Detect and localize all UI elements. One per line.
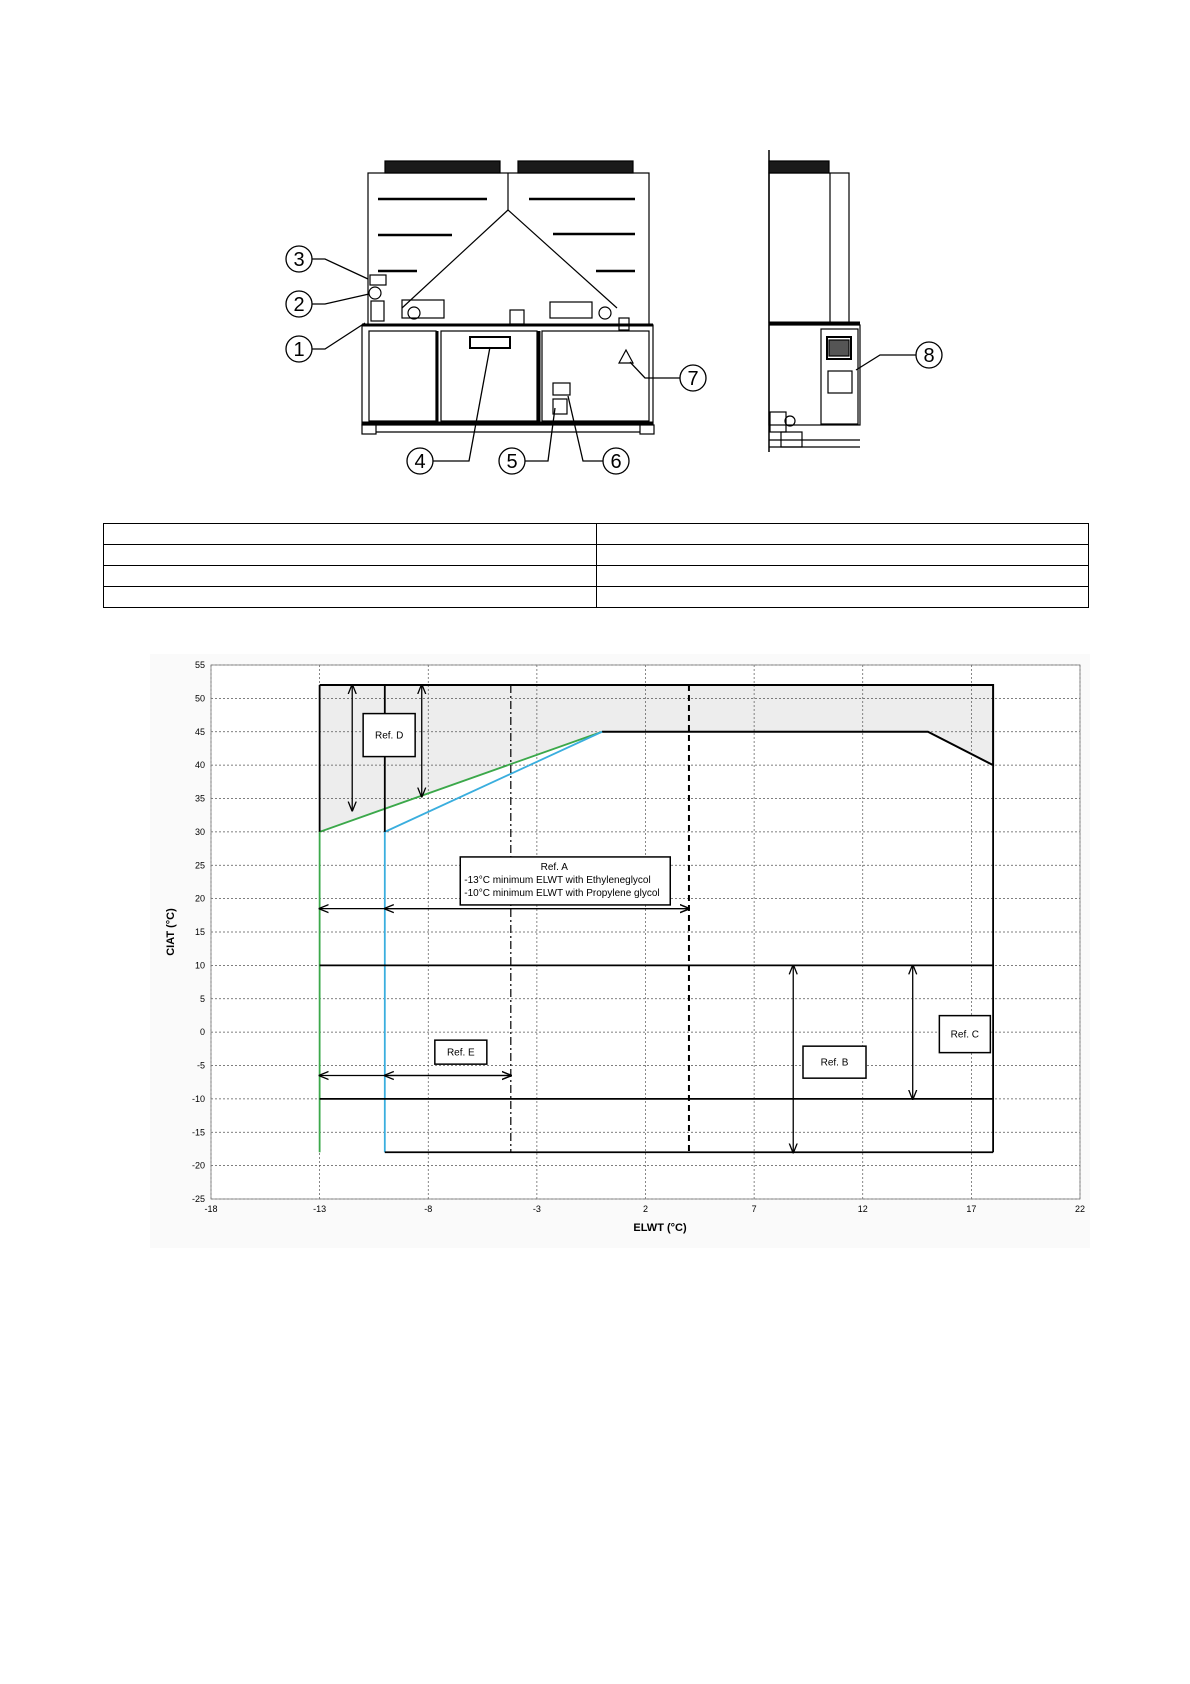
callout-3: 3: [293, 249, 305, 271]
y-tick-label: -15: [191, 1127, 205, 1138]
table-row: [104, 524, 1089, 545]
x-axis-title: ELWT (°C): [633, 1222, 687, 1234]
table-cell: [596, 524, 1089, 545]
chart-svg: [150, 654, 1090, 1248]
x-tick-label: -3: [532, 1204, 541, 1214]
table-row: [104, 545, 1089, 566]
table-cell: [596, 566, 1089, 587]
callout-5: 5: [506, 451, 518, 473]
table-cell: [596, 545, 1089, 566]
y-tick-label: 5: [199, 993, 205, 1004]
y-tick-label: 30: [194, 826, 205, 837]
ref-e-annotation: [435, 1040, 487, 1064]
x-tick-label: 2: [642, 1204, 649, 1214]
callout-1: 1: [293, 339, 305, 361]
ref-c-label: Ref. C: [950, 1029, 980, 1041]
y-tick-label: 25: [194, 860, 205, 871]
y-tick-label: 45: [194, 726, 205, 737]
table-cell: [104, 587, 597, 608]
component-1-box: [371, 301, 384, 321]
y-tick-label: -20: [191, 1160, 205, 1171]
callout-2: 2: [293, 294, 305, 316]
ref-b-annotation: [803, 1046, 866, 1078]
fan-left: [385, 161, 500, 173]
ref-e-label: Ref. E: [446, 1047, 475, 1059]
y-axis-title: CIAT (°C): [165, 908, 177, 956]
ref-c-annotation: [939, 1016, 990, 1053]
side-view: [769, 150, 860, 452]
x-tick-label: -18: [204, 1204, 218, 1214]
component-3-box: [370, 275, 386, 285]
front-callout-numbers: [293, 249, 698, 473]
ref-a-label: Ref. A: [540, 861, 568, 873]
ref-d-label: Ref. D: [374, 730, 404, 742]
y-tick-label: 40: [194, 760, 205, 771]
x-tick-label: 17: [966, 1204, 977, 1214]
unit-technical-drawing: [0, 0, 1190, 500]
ref-a-annotation: [460, 857, 670, 905]
y-tick-label: 35: [194, 793, 205, 804]
table-cell: [596, 587, 1089, 608]
callout-4: 4: [414, 451, 426, 473]
front-view: [362, 161, 654, 434]
x-tick-label: 12: [857, 1204, 868, 1214]
x-tick-label: 7: [751, 1204, 757, 1214]
component-6-label: [553, 383, 570, 395]
y-tick-label: 20: [194, 893, 205, 904]
ref-b-label: Ref. B: [820, 1057, 849, 1069]
ref-a-line-1: -13°C minimum ELWT with Ethyleneglycol: [464, 874, 651, 886]
table-cell: [104, 524, 597, 545]
table-row: [104, 566, 1089, 587]
y-tick-label: 15: [194, 927, 205, 937]
y-tick-label: -5: [196, 1060, 205, 1071]
y-tick-label: -10: [191, 1093, 205, 1104]
fan-right: [518, 161, 633, 173]
y-tick-label: 10: [194, 960, 205, 971]
callout-8: 8: [923, 345, 935, 367]
component-table: [103, 523, 1089, 608]
table-row: [104, 587, 1089, 608]
warning-triangle: [619, 350, 633, 363]
y-tick-label: 50: [194, 693, 205, 704]
y-tick-label: -25: [191, 1194, 205, 1204]
ref-a-line-2: -10°C minimum ELWT with Propylene glycol: [464, 887, 660, 899]
operating-envelope-chart: [150, 654, 1090, 1248]
x-tick-label: -13: [313, 1204, 327, 1214]
y-tick-label: 55: [194, 660, 205, 670]
x-tick-label: 22: [1074, 1204, 1086, 1214]
callout-6: 6: [610, 451, 622, 473]
component-2-circle: [369, 287, 381, 299]
table-cell: [104, 545, 597, 566]
component-4-label: [470, 337, 510, 348]
table-cell: [104, 566, 597, 587]
y-tick-label: 0: [199, 1027, 205, 1038]
front-callouts: [286, 246, 706, 474]
callout-7: 7: [687, 368, 699, 390]
ref-d-annotation: [363, 714, 415, 757]
x-tick-label: -8: [424, 1204, 433, 1214]
